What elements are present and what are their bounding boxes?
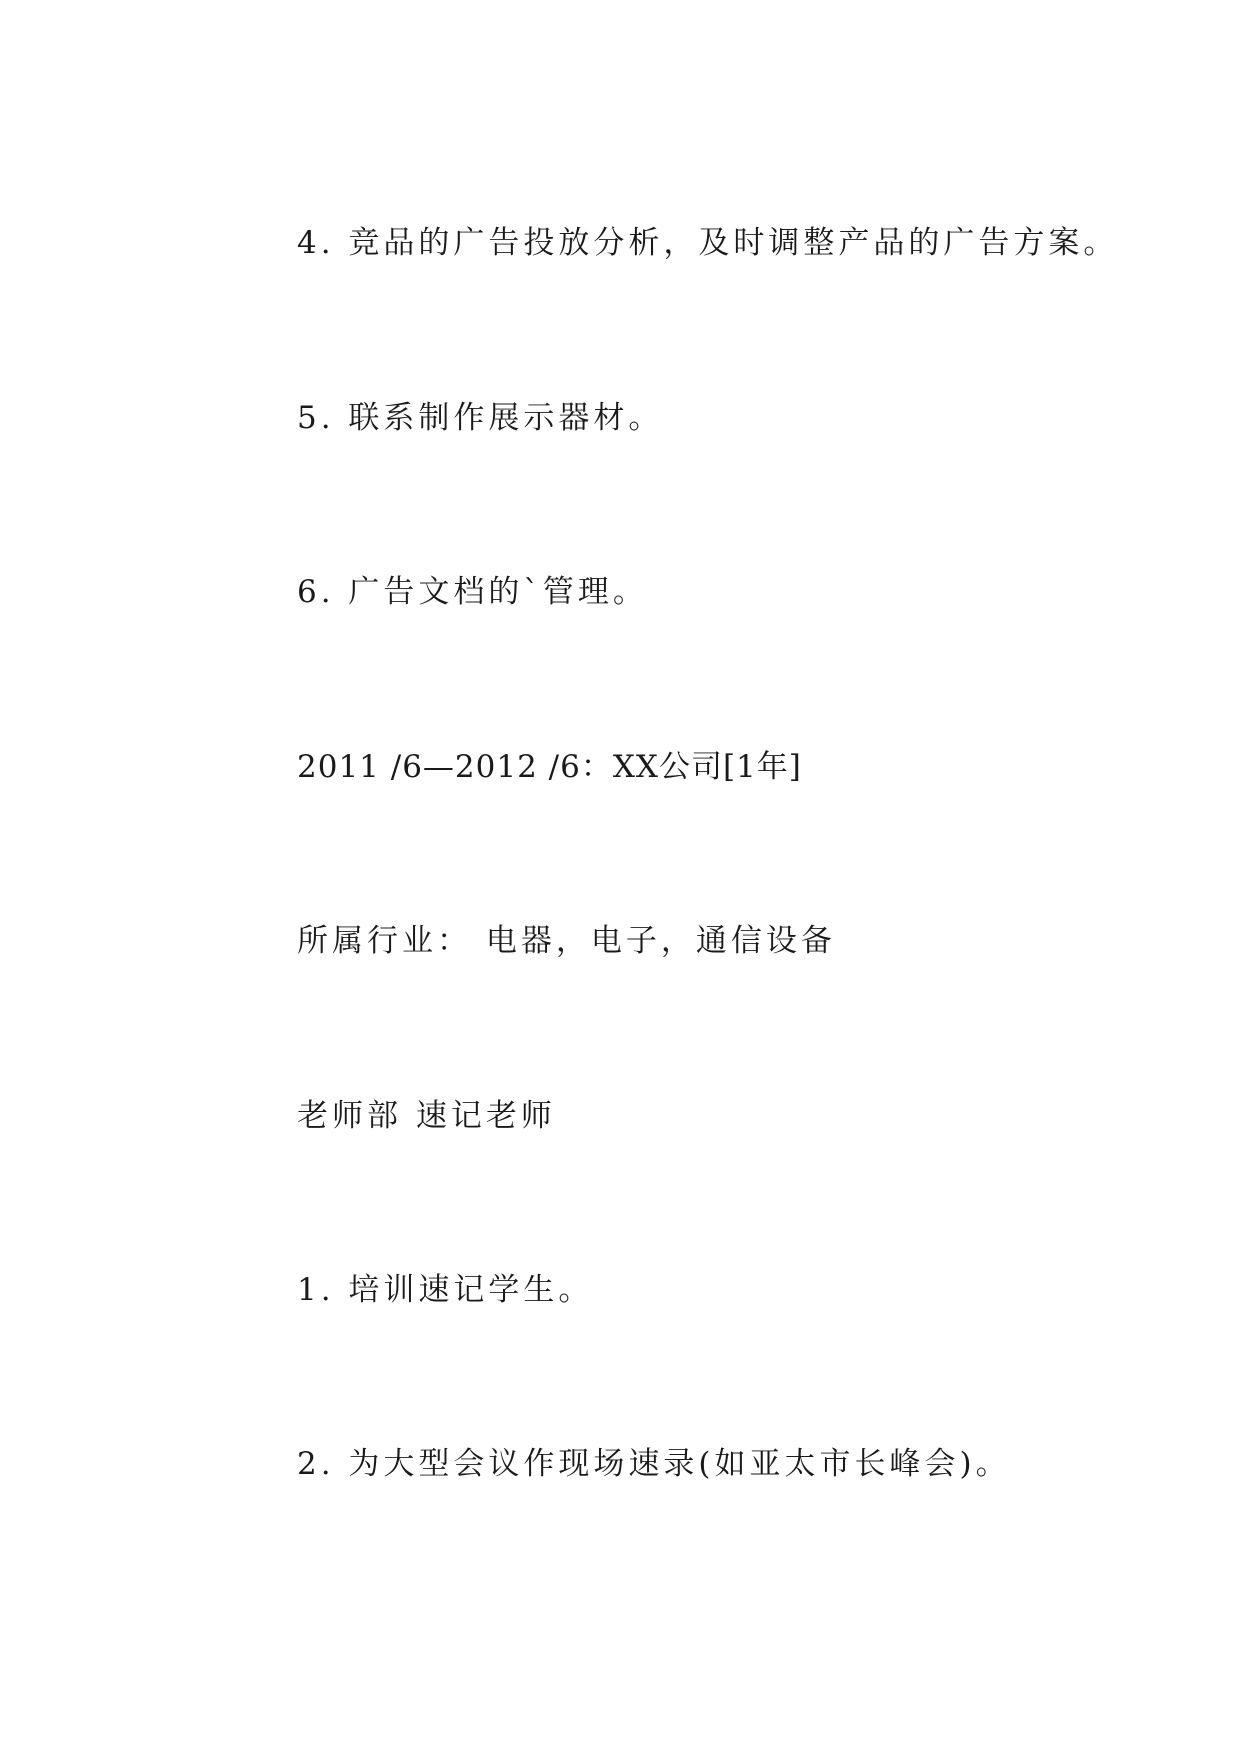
duty-item-6: 6. 广告文档的`管理。	[297, 574, 648, 610]
duty-item-1: 1. 培训速记学生。	[297, 1272, 594, 1308]
duty-item-4: 4. 竞品的广告投放分析，及时调整产品的广告方案。	[297, 225, 1119, 261]
duty-item-2: 2. 为大型会议作现场速录(如亚太市长峰会)。	[297, 1446, 1011, 1482]
industry-line: 所属行业： 电器，电子，通信设备	[297, 923, 836, 959]
duty-item-5: 5. 联系制作展示器材。	[297, 400, 664, 436]
department-position: 老师部 速记老师	[297, 1098, 556, 1134]
employment-period: 2011 /6—2012 /6：XX公司[1年]	[297, 749, 802, 785]
